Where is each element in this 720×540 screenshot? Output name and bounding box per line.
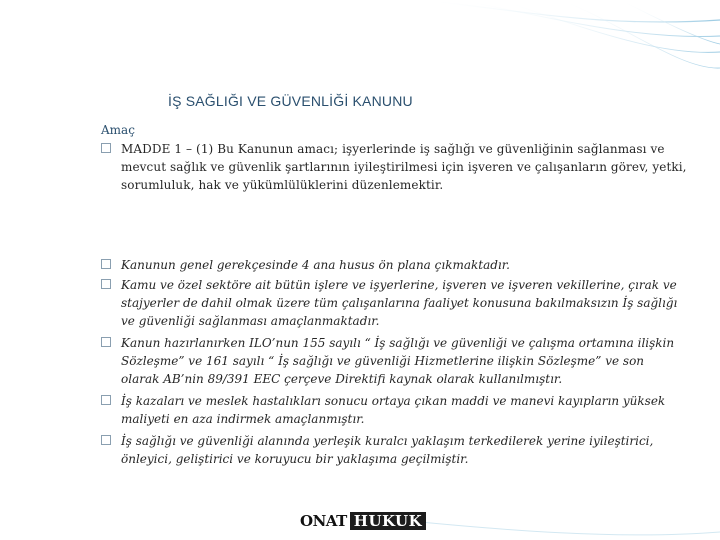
page-title: İŞ SAĞLIĞI VE GÜVENLİĞİ KANUNU <box>168 93 413 109</box>
bullet-box-icon <box>101 337 111 347</box>
list-item <box>101 256 681 274</box>
onat-hukuk-logo <box>300 512 426 530</box>
bullet-box-icon <box>101 395 111 405</box>
madde-text: MADDE 1 – (1) Bu Kanunun amacı; işyerlerinde iş sağlığı ve güvenliğinin sağlanması ve mevcut sağlık ve güvenlik şartlarının iyileştirilmesi için işveren ve çalışanların görev, yetki, sorumluluk, hak ve yükümlülüklerini düzenlemektir. <box>121 142 687 192</box>
list-item <box>101 276 681 330</box>
bullet-box-icon <box>101 435 111 445</box>
list-item <box>101 334 681 388</box>
bullet-box-icon <box>101 143 111 153</box>
list-item-text: İş sağlığı ve güvenliği alanında yerleşik kuralcı yaklaşım terkedilerek yerine iyileştirici, önleyici, geliştirici ve koruyucu bir yaklaşıma geçilmiştir. <box>121 434 654 466</box>
section-label: Amaç <box>101 123 135 137</box>
list-item-text: Kanunun genel gerekçesinde 4 ana husus ön plana çıkmaktadır. <box>121 258 510 272</box>
list-item <box>101 392 681 428</box>
list-item-text: Kanun hazırlanırken ILO’nun 155 sayılı “ İş sağlığı ve güvenliği ve çalışma ortamına ilişkin Sözleşme” ve 161 sayılı “ İş sağlığı ve güvenliği Hizmetlerine ilişkin Sözleşme” ve son olarak AB’nin 89/391 EEC çerçeve Direktifi kaynak olarak kullanılmıştır. <box>121 336 675 386</box>
list-item-text: Kamu ve özel sektöre ait bütün işlere ve işyerlerine, işveren ve işveren vekillerine, çırak ve stajyerler de dahil olmak üzere tüm çalışanlarına faaliyet konusuna bakılmaksızın İş sağlığı ve güvenliği sağlanması amaçlanmaktadır. <box>121 278 678 328</box>
logo-part-onat: ONAT <box>300 512 347 530</box>
bullet-box-icon <box>101 259 111 269</box>
madde-paragraph <box>101 140 691 194</box>
logo-part-hukuk: HUKUK <box>350 512 426 530</box>
list-item-text: İş kazaları ve meslek hastalıkları sonucu ortaya çıkan maddi ve manevi kayıpların yüksek maliyeti en aza indirmek amaçlanmıştır. <box>121 394 666 426</box>
list-item <box>101 432 681 468</box>
bullet-box-icon <box>101 279 111 289</box>
